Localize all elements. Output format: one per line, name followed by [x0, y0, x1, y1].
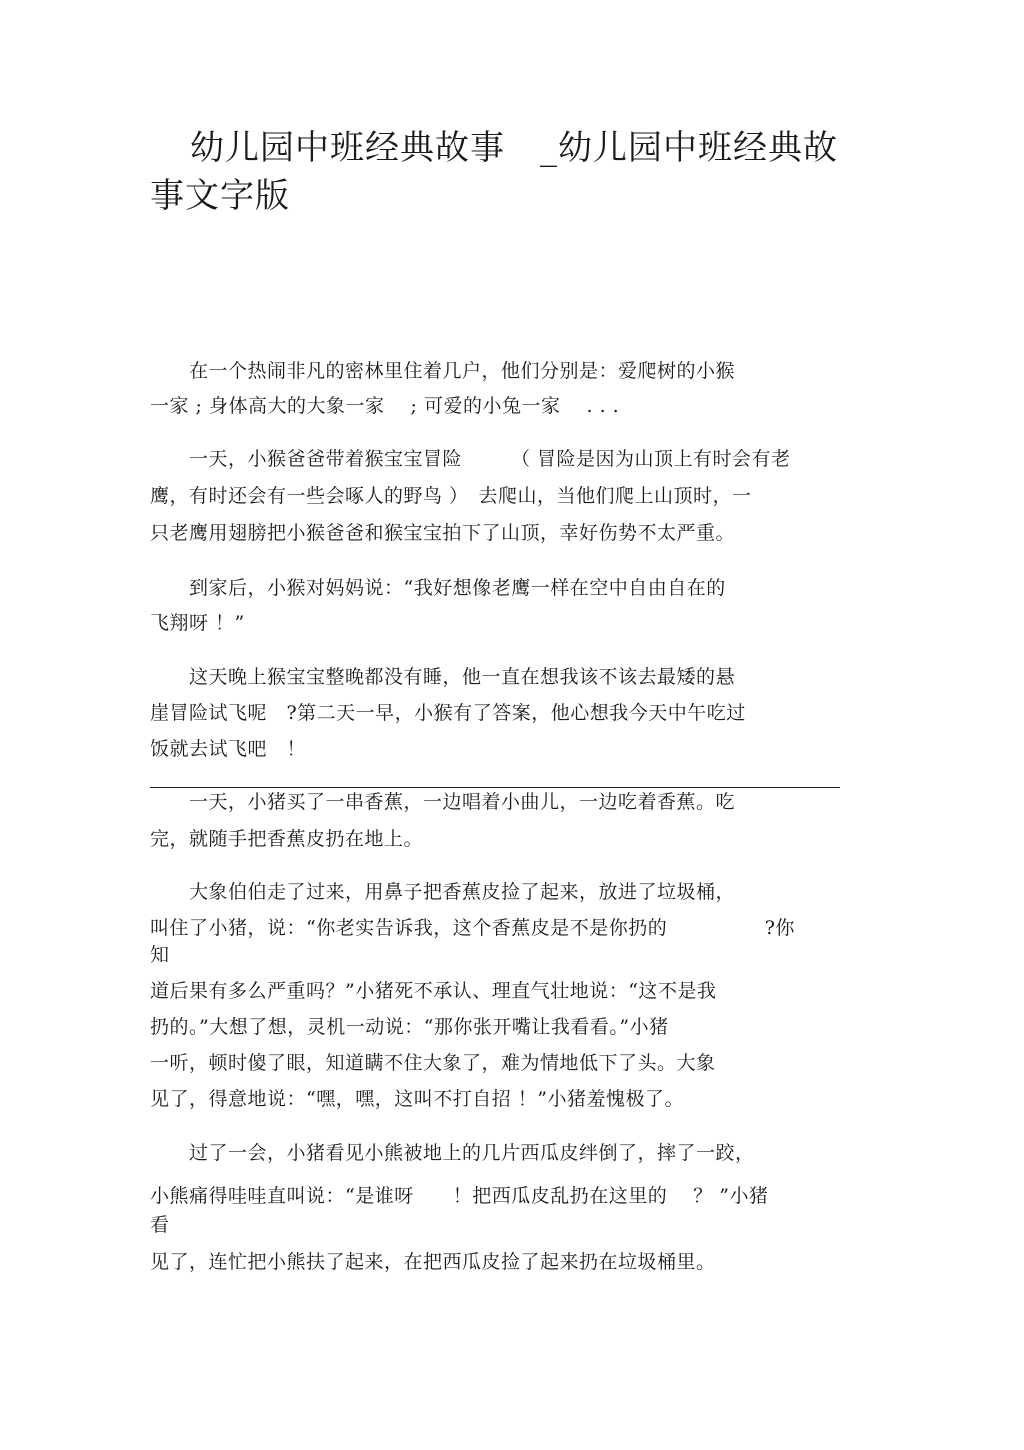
text-line: 道后果有多么严重吗？”小猪死不承认、理直气壮地说：“这不是我	[150, 980, 717, 1002]
text-line: 鹰，有时还会有一些会啄人的野鸟 ） 去爬山，当他们爬上山顶时，一	[150, 485, 752, 507]
text-line: 这天晚上猴宝宝整晚都没有睡，他一直在想我该不该去最矮的悬	[150, 666, 736, 688]
text-line: 扔的。”大想了想，灵机一动说：“那你张开嘴让我看看。”小猪	[150, 1016, 669, 1038]
text-line: 到家后，小猴对妈妈说：“我好想像老鹰一样在空中自由自在的	[150, 577, 726, 599]
text-line: 完，就随手把香蕉皮扔在地上。	[150, 828, 424, 850]
text-line: 一天，小猪买了一串香蕉，一边唱着小曲儿，一边吃着香蕉。吃	[150, 791, 736, 813]
text-line: 只老鹰用翅膀把小猴爸爸和猴宝宝拍下了山顶，幸好伤势不太严重。	[150, 522, 736, 544]
text-line: 见了，得意地说：“嘿，嘿，这叫不打自招 ！”小猪羞愧极了。	[150, 1088, 684, 1110]
text-line: 看	[150, 1214, 170, 1236]
document-title	[150, 124, 850, 220]
text-line: 崖冒险试飞呢 ?第二天一早，小猴有了答案，他心想我今天中午吃过	[150, 702, 746, 724]
horizontal-divider	[150, 787, 840, 788]
text-line: 飞翔呀 ！”	[150, 612, 245, 634]
text-line: 见了，连忙把小熊扶了起来，在把西瓜皮捡了起来扔在垃圾桶里。	[150, 1251, 716, 1273]
text-line: 在一个热闹非凡的密林里住着几户，他们分别是：爱爬树的小猴	[150, 360, 736, 382]
text-line: 一天，小猴爸爸带着猴宝宝冒险 （ 冒险是因为山顶上有时会有老	[150, 448, 791, 470]
text-line: 饭就去试飞吧 ！	[150, 738, 307, 760]
text-line: 大象伯伯走了过来，用鼻子把香蕉皮捡了起来，放进了垃圾桶，	[150, 881, 736, 903]
text-line: 知	[150, 944, 170, 966]
text-line: 一家 ; 身体高大的大象一家 ; 可爱的小兔一家 . . .	[150, 395, 620, 417]
text-line: 小熊痛得哇哇直叫说：“是谁呀 ！把西瓜皮乱扔在这里的 ？ ”小猪	[150, 1185, 769, 1207]
text-line: 过了一会，小猪看见小熊被地上的几片西瓜皮绊倒了，摔了一跤，	[150, 1142, 755, 1164]
text-line: 叫住了小猪，说：“你老实告诉我，这个香蕉皮是不是你扔的 ?你	[150, 917, 795, 939]
title-line-1: 幼儿园中班经典故事 _幼儿园中班经典故	[190, 128, 838, 168]
title-line-2: 事文字版	[150, 176, 290, 216]
text-line: 一听，顿时傻了眼，知道瞒不住大象了，难为情地低下了头。大象	[150, 1052, 716, 1074]
